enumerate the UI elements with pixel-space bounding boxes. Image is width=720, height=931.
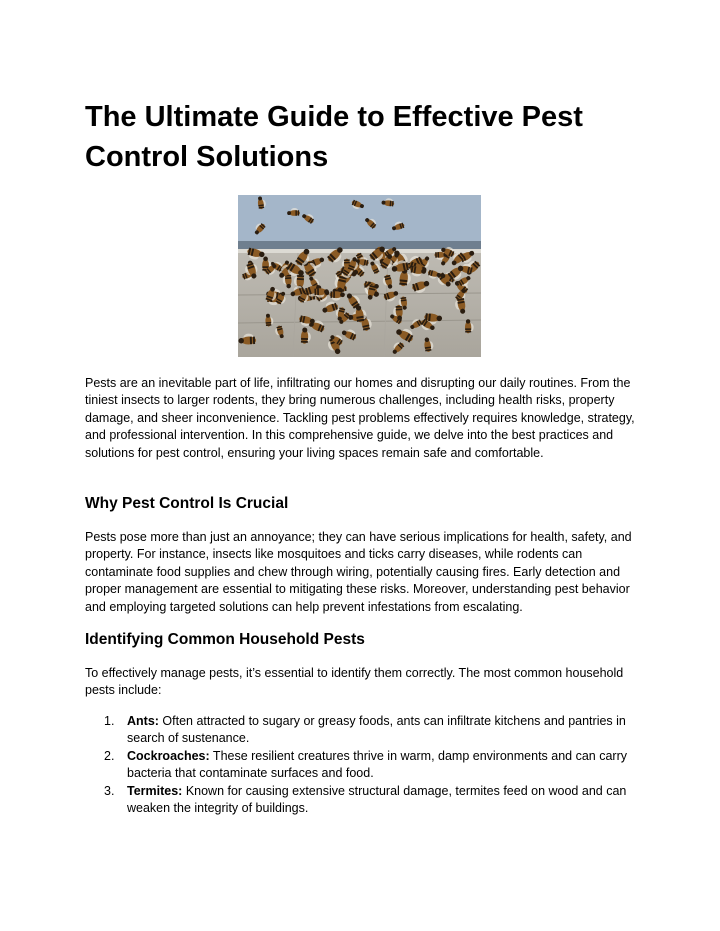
pest-list — [85, 713, 645, 817]
section-body-identifying-pests: To effectively manage pests, it’s essential to identify them correctly. The most common household pests include: — [85, 666, 624, 698]
document-title: The Ultimate Guide to Effective Pest Control Solutions — [85, 101, 583, 173]
pest-description: Often attracted to sugary or greasy foods, ants can infiltrate kitchens and pantries in search of sustenance. — [127, 714, 626, 746]
section-body-why-pest-control: Pests pose more than just an annoyance; they can have serious implications for health, safety, and property. For instance, insects like mosquitoes and ticks carry diseases, while rodents can contaminate food supplies and chew through wiring, potentially causing fires. Early detection and proper management are essential to mitigating these risks. Moreover, understanding pest behavior and employing targeted solutions can help prevent infestations from escalating. — [85, 530, 632, 614]
section-heading-identifying-pests: Identifying Common Household Pests — [85, 631, 365, 648]
pest-name: Ants: — [127, 714, 159, 728]
intro-paragraph: Pests are an inevitable part of life, infiltrating our homes and disrupting our daily routines. From the tiniest insects to larger rodents, they bring numerous challenges, including health risks, property damage, and sheer inconvenience. Tackling pest problems effectively requires knowledge, strategy, and professional intervention. In this comprehensive guide, we delve into the best practices and solutions for pest control, ensuring your living spaces remain safe and comfortable. — [85, 376, 635, 460]
pest-list-item-cockroaches — [85, 748, 645, 783]
pest-name: Cockroaches: — [127, 748, 210, 763]
section-heading-why-pest-control: Why Pest Control Is Crucial — [85, 495, 289, 512]
pest-description: Known for causing extensive structural damage, termites feed on wood and can weaken the integrity of buildings. — [127, 783, 627, 816]
bees-hive-image — [238, 195, 481, 357]
pest-list-item-ants — [85, 713, 645, 748]
list-number: 3. — [104, 783, 115, 798]
list-number: 2. — [104, 748, 115, 763]
pest-name: Termites: — [127, 783, 183, 798]
list-number: 1. — [104, 714, 115, 728]
pest-description: These resilient creatures thrive in warm, damp environments and can carry bacteria that contaminate surfaces and food. — [127, 748, 627, 781]
pest-list-item-termites — [85, 783, 645, 818]
